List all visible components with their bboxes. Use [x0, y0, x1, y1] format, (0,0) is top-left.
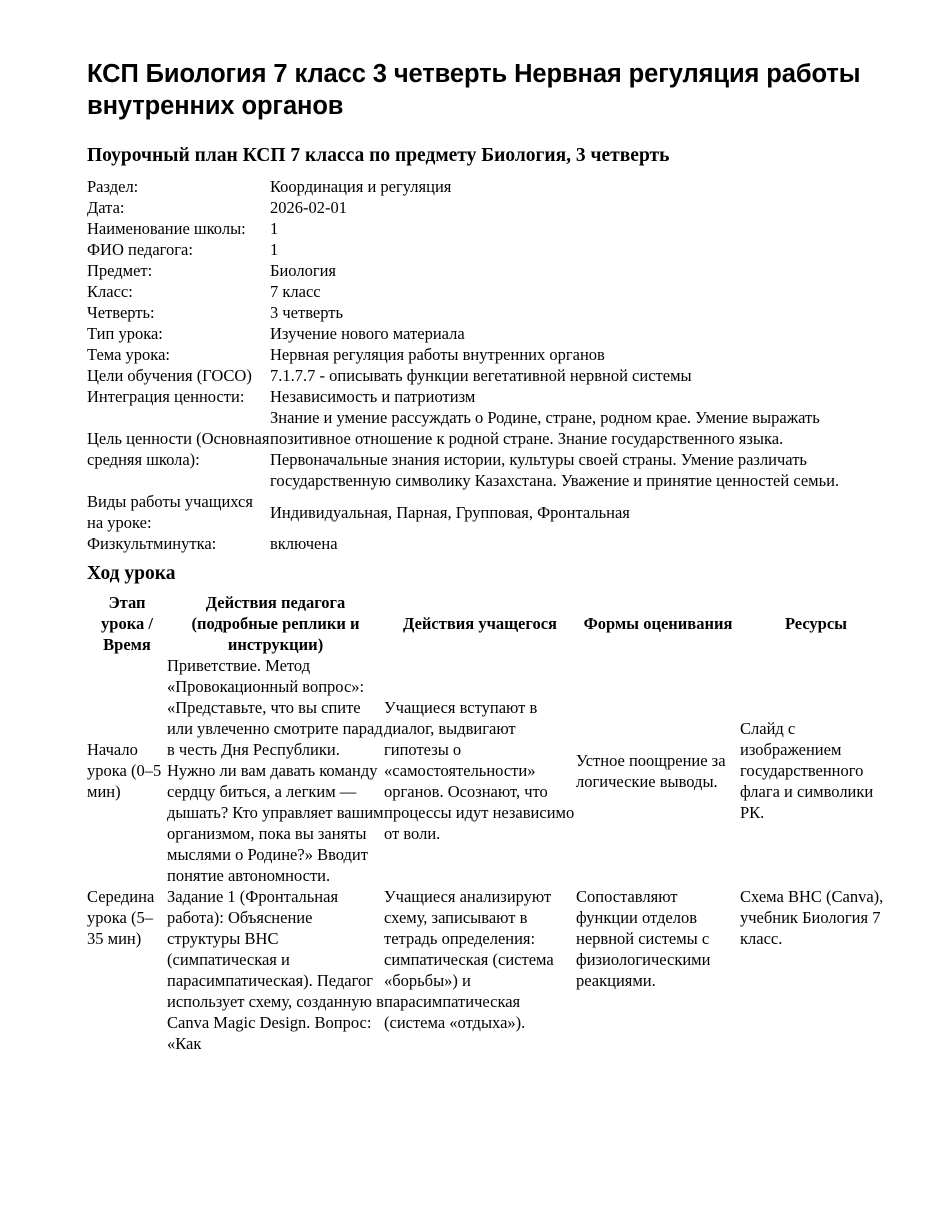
info-label: Четверть: — [87, 303, 155, 322]
info-row — [87, 176, 892, 197]
info-label: Класс: — [87, 282, 133, 301]
info-row — [87, 533, 892, 554]
info-value: Индивидуальная, Парная, Групповая, Фронтальная — [270, 502, 630, 522]
student-cell: Учащиеся анализируют схему, записывают в тетрадь определения: симпатическая (система «борьбы») и парасимпатическая (система «отдыха»). — [384, 887, 554, 1032]
info-row — [87, 260, 892, 281]
info-value: 7 класс — [270, 282, 321, 301]
assessment-cell: Устное поощрение за логические выводы. — [576, 750, 726, 791]
info-label: Тема урока: — [87, 345, 170, 364]
stage-cell: Начало урока (0–5 мин) — [87, 740, 162, 801]
info-value: включена — [270, 534, 338, 553]
info-value: 3 четверть — [270, 303, 343, 322]
info-label: Цель ценности (Основная средняя школа): — [87, 429, 270, 469]
resources-cell: Слайд с изображением государственного флага и символики РК. — [740, 719, 874, 822]
info-row — [87, 323, 892, 344]
info-label: Наименование школы: — [87, 219, 246, 238]
info-label: Тип урока: — [87, 324, 163, 343]
info-label: Виды работы учащихся на уроке: — [87, 492, 253, 532]
info-label: Цели обучения (ГОСО) — [87, 366, 252, 385]
teacher-cell: Приветствие. Метод «Провокационный вопрос»: «Представьте, что вы спите или увлеченно смотрите парад в честь Дня Республики. Нужно ли вам давать команду сердцу биться, а легким — дышать? Кто управляет вашим организмом, пока вы заняты мыслями о Родине?» Вводит понятие автономности. — [167, 656, 384, 885]
info-value: 1 — [270, 240, 279, 259]
info-value: Знание и умение рассуждать о Родине, стране, родном крае. Умение выражать позитивное отношение к родной стране. Знание государственного языка. Первоначальные знания истории, культуры своей страны. Умение различать государственную символику Казахстана. Уважение и принятие ценностей семьи. — [270, 408, 840, 490]
info-label: Предмет: — [87, 261, 153, 280]
assessment-cell: Сопоставляют функции отделов нервной системы с физиологическими реакциями. — [576, 887, 711, 990]
info-row — [87, 491, 892, 533]
column-header-resources: Ресурсы — [784, 614, 848, 633]
plan-heading: Поурочный план КСП 7 класса по предмету Биология, 3 четверть — [87, 145, 670, 166]
info-label: Физкультминутка: — [87, 534, 217, 553]
info-row — [87, 239, 892, 260]
info-value: Координация и регуляция — [270, 177, 452, 196]
column-header-stage: Этап урока / Время — [101, 593, 153, 654]
info-value: Нервная регуляция работы внутренних органов — [270, 345, 605, 364]
column-header-teacher: Действия педагога (подробные реплики и инструкции) — [191, 593, 360, 654]
lesson-heading: Ход урока — [87, 563, 176, 584]
info-row — [87, 197, 892, 218]
resources-cell: Схема ВНС (Canva), учебник Биология 7 класс. — [740, 887, 884, 948]
info-row — [87, 281, 892, 302]
table-row — [87, 655, 892, 886]
page-title: КСП Биология 7 класс 3 четверть Нервная регуляция работы внутренних органов — [87, 60, 861, 120]
info-row — [87, 365, 892, 386]
stage-cell: Середина урока (5–35 мин) — [87, 887, 155, 948]
lesson-table — [87, 592, 892, 1054]
info-table — [87, 176, 892, 554]
table-row — [87, 886, 892, 1054]
column-header-student: Действия учащегося — [403, 614, 557, 633]
lesson-header-row — [87, 592, 892, 655]
info-label: ФИО педагога: — [87, 240, 193, 259]
student-cell: Учащиеся вступают в диалог, выдвигают гипотезы о «самостоятельности» органов. Осознают, что процессы идут независимо от воли. — [384, 698, 575, 843]
info-row — [87, 386, 892, 407]
info-value: 2026-02-01 — [270, 198, 347, 217]
info-label: Интеграция ценности: — [87, 387, 245, 406]
info-row — [87, 344, 892, 365]
column-header-assessment: Формы оценивания — [583, 614, 733, 633]
info-value: Биология — [270, 261, 337, 280]
teacher-cell: Задание 1 (Фронтальная работа): Объяснение структуры ВНС (симпатическая и парасимпатическая). Педагог использует схему, созданную в Canva Magic Design. Вопрос: «Как — [167, 887, 384, 1053]
info-value: 1 — [270, 219, 279, 238]
info-label: Дата: — [87, 198, 125, 217]
info-value: Изучение нового материала — [270, 324, 465, 343]
info-row — [87, 302, 892, 323]
info-row — [87, 407, 892, 491]
info-value: Независимость и патриотизм — [270, 387, 476, 406]
info-value: 7.1.7.7 - описывать функции вегетативной нервной системы — [270, 366, 692, 385]
info-label: Раздел: — [87, 177, 139, 196]
document-page — [87, 58, 892, 1054]
info-row — [87, 218, 892, 239]
